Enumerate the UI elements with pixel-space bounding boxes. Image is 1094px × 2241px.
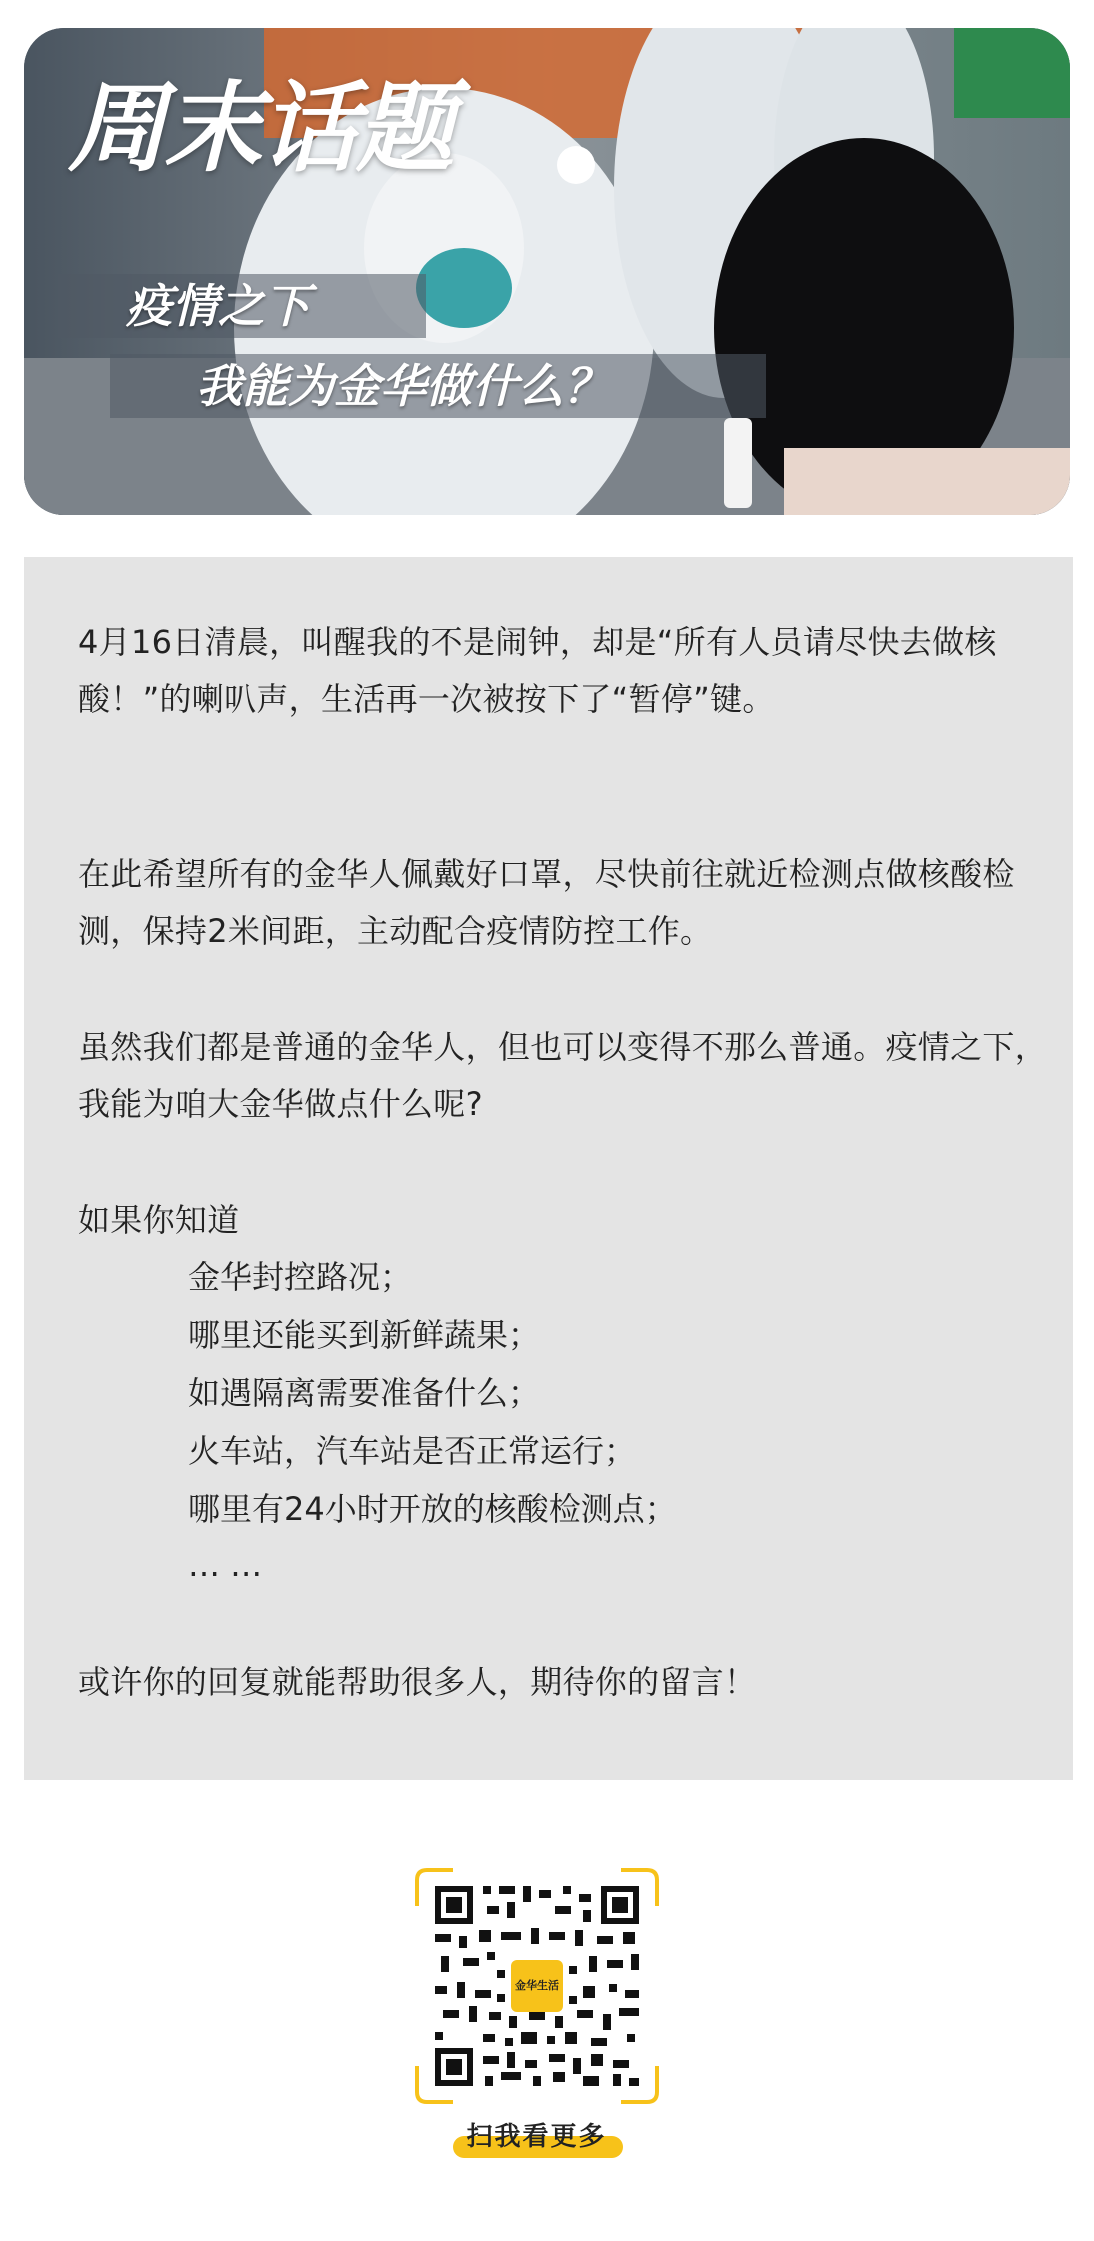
- list-item: … …: [188, 1546, 263, 1584]
- paragraph-1: 4月16日清晨，叫醒我的不是闹钟，却是“所有人员请尽快去做核酸！”的喇叭声，生活再一次被按下了“暂停”键。: [78, 623, 997, 718]
- list-item: 火车站，汽车站是否正常运行；: [188, 1432, 637, 1470]
- list-intro: 如果你知道: [78, 1201, 240, 1239]
- qr-code[interactable]: [413, 1866, 661, 2106]
- list-item: 如遇隔离需要准备什么；: [188, 1374, 541, 1412]
- list-item: 哪里有24小时开放的核酸检测点；: [188, 1490, 677, 1528]
- paragraph-3: 虽然我们都是普通的金华人，但也可以变得不那么普通。疫情之下，我能为咱大金华做点什么呢?: [78, 1028, 1048, 1123]
- banner-title: 周末话题: [68, 71, 453, 186]
- qr-center-logo: 金华生活: [511, 1960, 563, 2012]
- article-body: [24, 557, 1073, 1780]
- banner-subtitle-line1: 疫情之下: [58, 274, 426, 338]
- scan-for-more-label: [449, 2116, 624, 2162]
- scan-label-text: 扫我看更多: [466, 2122, 607, 2152]
- closing-paragraph: 或许你的回复就能帮助很多人，期待你的留言！: [78, 1663, 757, 1701]
- list-item: 哪里还能买到新鲜蔬果；: [188, 1316, 541, 1354]
- header-banner: [24, 28, 1070, 515]
- banner-subtitle-line2: 我能为金华做什么？: [110, 354, 766, 418]
- list-item: 金华封控路况；: [188, 1258, 413, 1296]
- paragraph-2: 在此希望所有的金华人佩戴好口罩，尽快前往就近检测点做核酸检测，保持2米间距，主动配合疫情防控工作。: [78, 855, 1015, 950]
- title-dot-decoration: [557, 146, 595, 184]
